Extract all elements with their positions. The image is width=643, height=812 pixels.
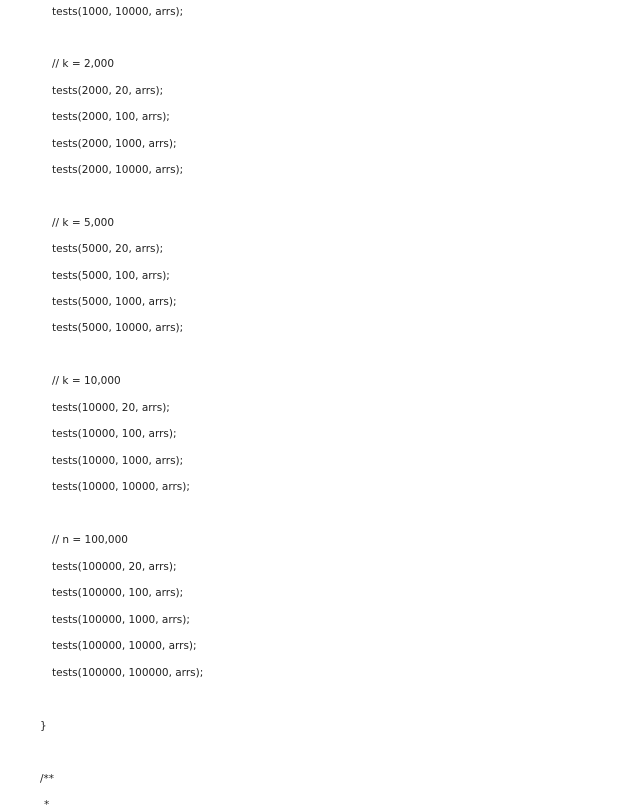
code-line: tests(10000, 10000, arrs);	[52, 481, 190, 493]
code-line: tests(5000, 10000, arrs);	[52, 322, 184, 334]
code-line: tests(100000, 20, arrs);	[52, 561, 177, 573]
code-line: tests(100000, 100, arrs);	[52, 587, 184, 599]
code-line: tests(5000, 100, arrs);	[52, 270, 170, 282]
code-line: tests(10000, 1000, arrs);	[52, 455, 184, 467]
code-line: tests(2000, 100, arrs);	[52, 111, 170, 123]
code-line: tests(2000, 1000, arrs);	[52, 138, 177, 150]
doc-comment-start: /**	[40, 773, 55, 785]
code-comment: // k = 5,000	[52, 217, 115, 229]
closing-brace: }	[40, 720, 47, 732]
doc-comment-line: *	[44, 799, 50, 811]
code-line: tests(5000, 20, arrs);	[52, 243, 164, 255]
code-line: tests(5000, 1000, arrs);	[52, 296, 177, 308]
code-line: tests(100000, 100000, arrs);	[52, 667, 204, 679]
code-line: tests(2000, 20, arrs);	[52, 85, 164, 97]
code-comment: // k = 10,000	[52, 375, 121, 387]
code-line: tests(10000, 20, arrs);	[52, 402, 170, 414]
code-line: tests(1000, 10000, arrs);	[52, 6, 184, 18]
code-line: tests(10000, 100, arrs);	[52, 428, 177, 440]
code-comment: // k = 2,000	[52, 58, 115, 70]
code-line: tests(2000, 10000, arrs);	[52, 164, 184, 176]
code-line: tests(100000, 10000, arrs);	[52, 640, 197, 652]
code-comment: // n = 100,000	[52, 534, 128, 546]
code-line: tests(100000, 1000, arrs);	[52, 614, 190, 626]
